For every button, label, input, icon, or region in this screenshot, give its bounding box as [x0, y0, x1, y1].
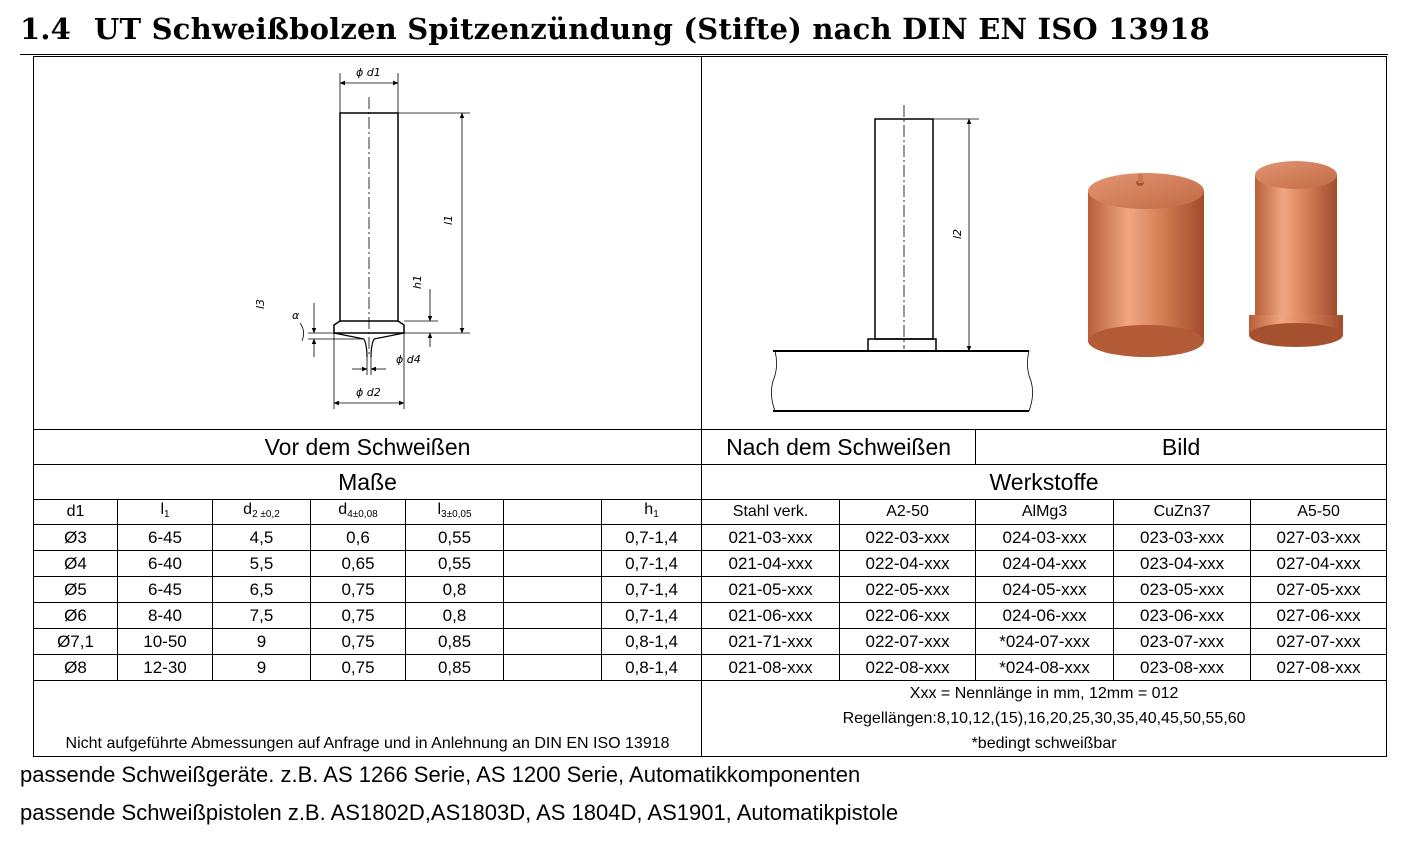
after-welding-label: Nach dem Schweißen: [702, 430, 976, 465]
table-row: [34, 603, 1387, 629]
cell-cuzn37: 023-07-xxx: [1114, 629, 1251, 655]
cell-a5-50: 027-04-xxx: [1251, 551, 1387, 577]
cell-l3: 0,55: [406, 551, 504, 577]
cell-a5-50: 027-06-xxx: [1251, 603, 1387, 629]
cell-stahl: 021-03-xxx: [702, 525, 840, 551]
table-row: [34, 655, 1387, 681]
cell-h1: 0,7-1,4: [602, 603, 702, 629]
after-welding-image-cell: [702, 57, 1387, 430]
footnote-right: [702, 681, 1387, 757]
cell-l1: 12-30: [118, 655, 213, 681]
cell-d4: 0,75: [311, 629, 406, 655]
h1-label: h1: [411, 275, 424, 289]
cell-almg3: 024-04-xxx: [976, 551, 1114, 577]
cell-empty: [504, 525, 602, 551]
stud-drawing-before: [34, 57, 702, 425]
table-row: [34, 629, 1387, 655]
table-row: [34, 551, 1387, 577]
cell-d4: 0,65: [311, 551, 406, 577]
spec-table: [33, 56, 1387, 757]
col-material-cuzn37: CuZn37: [1114, 500, 1251, 525]
footnote-left: [34, 681, 702, 757]
title-text: UT Schweißbolzen Spitzenzündung (Stifte) nach DIN EN ISO 13918: [94, 12, 1211, 46]
cell-cuzn37: 023-03-xxx: [1114, 525, 1251, 551]
col-empty: [504, 500, 602, 525]
cell-stahl: 021-71-xxx: [702, 629, 840, 655]
before-welding-drawing-cell: [34, 57, 702, 430]
cell-almg3: *024-07-xxx: [976, 629, 1114, 655]
cell-stahl: 021-06-xxx: [702, 603, 840, 629]
dimensions-label: Maße: [34, 465, 702, 500]
section-number: 1.4: [20, 12, 72, 46]
cell-cuzn37: 023-08-xxx: [1114, 655, 1251, 681]
cell-almg3: 024-05-xxx: [976, 577, 1114, 603]
title-rule: [20, 54, 1388, 55]
col-material-stahl: Stahl verk.: [702, 500, 840, 525]
cell-d4: 0,75: [311, 603, 406, 629]
cell-d2: 5,5: [213, 551, 311, 577]
cell-d4: 0,6: [311, 525, 406, 551]
col-l3: $l_{3\pm 0,05}$: [406, 500, 504, 525]
footnote-lengths: Regellängen:8,10,12,(15),16,20,25,30,35,40,45,50,55,60: [842, 710, 1246, 727]
cell-d2: 6,5: [213, 577, 311, 603]
cell-l1: 6-45: [118, 525, 213, 551]
cell-stahl: 021-04-xxx: [702, 551, 840, 577]
cell-d2: 7,5: [213, 603, 311, 629]
col-material-almg3: AlMg3: [976, 500, 1114, 525]
column-header-row: [34, 500, 1387, 525]
cell-a5-50: 027-08-xxx: [1251, 655, 1387, 681]
table-row: [34, 577, 1387, 603]
cell-d1: Ø5: [34, 577, 118, 603]
cell-d1: Ø3: [34, 525, 118, 551]
cell-a2-50: 022-08-xxx: [840, 655, 976, 681]
cell-almg3: 024-03-xxx: [976, 525, 1114, 551]
cell-almg3: *024-08-xxx: [976, 655, 1114, 681]
cell-cuzn37: 023-04-xxx: [1114, 551, 1251, 577]
cell-a2-50: 022-06-xxx: [840, 603, 976, 629]
cell-a2-50: 022-07-xxx: [840, 629, 976, 655]
col-d1: d1: [34, 500, 118, 525]
cell-empty: [504, 655, 602, 681]
cell-empty: [504, 551, 602, 577]
cell-a5-50: 027-03-xxx: [1251, 525, 1387, 551]
footnote-left-text: Nicht aufgeführte Abmessungen auf Anfrage und in Anlehnung an DIN EN ISO 13918: [65, 735, 670, 752]
welding-guns-line: passende Schweißpistolen z.B. AS1802D,AS1803D, AS 1804D, AS1901, Automatikpistole: [20, 800, 899, 825]
before-welding-label: Vor dem Schweißen: [34, 430, 702, 465]
l2-label: l2: [950, 228, 964, 239]
copper-stud-photo-2: [1249, 161, 1343, 347]
image-label: Bild: [976, 430, 1387, 465]
table-row: [34, 525, 1387, 551]
cell-empty: [504, 629, 602, 655]
alpha-label: α: [292, 309, 300, 322]
cell-d1: Ø6: [34, 603, 118, 629]
cell-h1: 0,7-1,4: [602, 551, 702, 577]
cell-l3: 0,55: [406, 525, 504, 551]
cell-d4: 0,75: [311, 655, 406, 681]
cell-h1: 0,8-1,4: [602, 655, 702, 681]
col-d2: $d_{2 \pm 0,2}$: [213, 500, 311, 525]
col-material-a2-50: A2-50: [840, 500, 976, 525]
cell-l1: 10-50: [118, 629, 213, 655]
l1-label: l1: [442, 214, 455, 225]
cell-d1: Ø4: [34, 551, 118, 577]
cell-l3: 0,8: [406, 603, 504, 629]
cell-d4: 0,75: [311, 577, 406, 603]
col-l1: $l_1$: [118, 500, 213, 525]
cell-a2-50: 022-03-xxx: [840, 525, 976, 551]
col-d4: $d_{4\pm 0,08}$: [311, 500, 406, 525]
cell-a2-50: 022-04-xxx: [840, 551, 976, 577]
welding-devices-line: passende Schweißgeräte. z.B. AS 1266 Serie, AS 1200 Serie, Automatikkomponenten: [20, 762, 861, 787]
cell-l3: 0,85: [406, 629, 504, 655]
d1-label: ϕ d1: [356, 66, 381, 79]
cell-d2: 9: [213, 655, 311, 681]
footnote-conditional: *bedingt schweißbar: [971, 735, 1117, 752]
cell-h1: 0,8-1,4: [602, 629, 702, 655]
materials-label: Werkstoffe: [702, 465, 1387, 500]
cell-a5-50: 027-07-xxx: [1251, 629, 1387, 655]
cell-empty: [504, 577, 602, 603]
cell-d1: Ø7,1: [34, 629, 118, 655]
cell-h1: 0,7-1,4: [602, 525, 702, 551]
d4-label: ϕ d4: [396, 353, 421, 366]
d2-label: ϕ d2: [356, 386, 381, 399]
cell-empty: [504, 603, 602, 629]
cell-a2-50: 022-05-xxx: [840, 577, 976, 603]
cell-d1: Ø8: [34, 655, 118, 681]
footnote-xxx: Xxx = Nennlänge in mm, 12mm = 012: [909, 685, 1179, 702]
page-title: [20, 12, 1210, 46]
l3-label: l3: [254, 298, 267, 309]
cell-d2: 4,5: [213, 525, 311, 551]
cell-d2: 9: [213, 629, 311, 655]
cell-l3: 0,8: [406, 577, 504, 603]
cell-a5-50: 027-05-xxx: [1251, 577, 1387, 603]
col-material-a5-50: A5-50: [1251, 500, 1387, 525]
cell-stahl: 021-08-xxx: [702, 655, 840, 681]
cell-h1: 0,7-1,4: [602, 577, 702, 603]
cell-l1: 6-40: [118, 551, 213, 577]
cell-cuzn37: 023-05-xxx: [1114, 577, 1251, 603]
copper-stud-photo-1: [1088, 173, 1204, 357]
cell-l1: 8-40: [118, 603, 213, 629]
cell-stahl: 021-05-xxx: [702, 577, 840, 603]
cell-almg3: 024-06-xxx: [976, 603, 1114, 629]
cell-l3: 0,85: [406, 655, 504, 681]
cell-l1: 6-45: [118, 577, 213, 603]
cell-cuzn37: 023-06-xxx: [1114, 603, 1251, 629]
stud-drawing-after: [703, 57, 1386, 425]
col-h1: $h_1$: [602, 500, 702, 525]
